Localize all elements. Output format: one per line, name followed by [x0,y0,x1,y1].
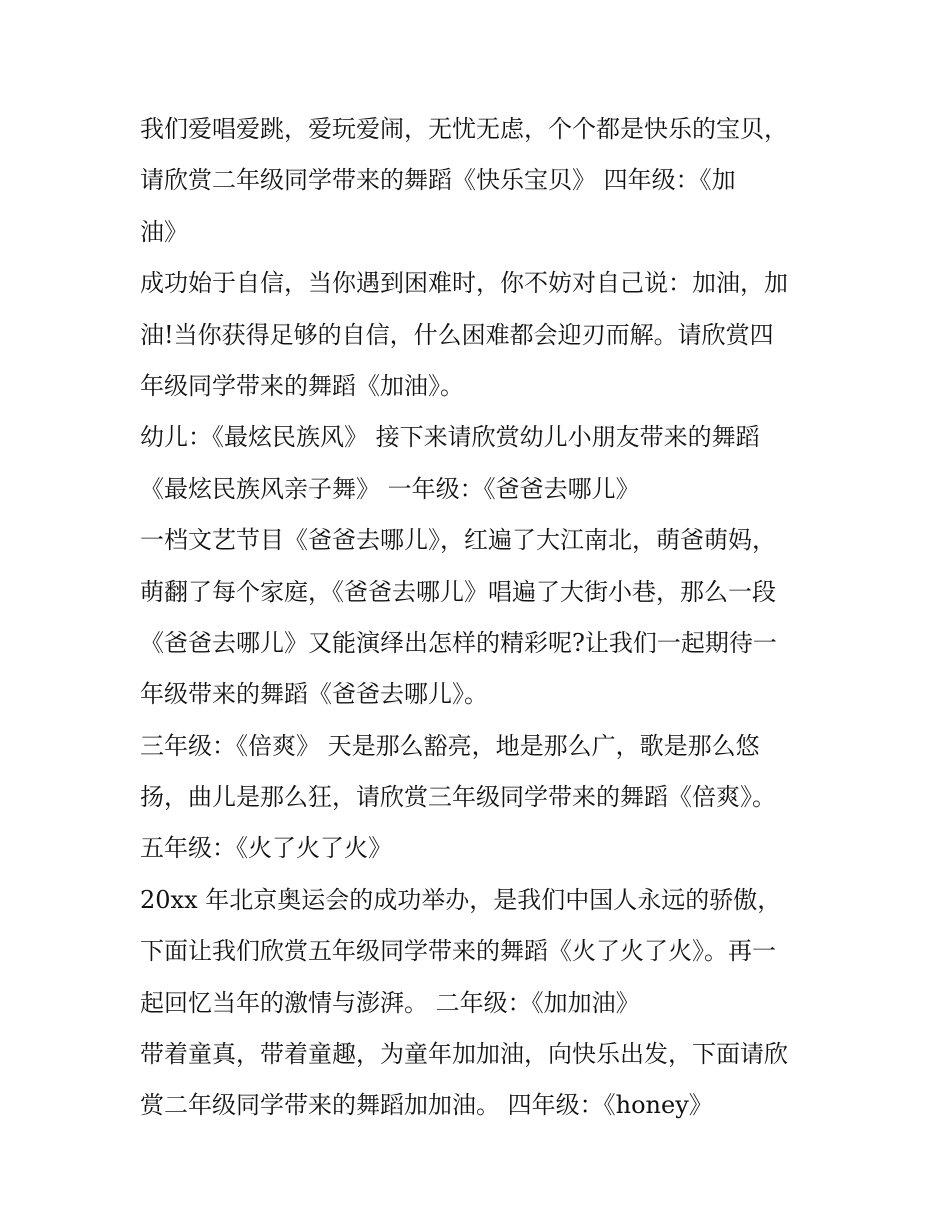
text-line: 油!当你获得足够的自信，什么困难都会迎刃而解。请欣赏四 [140,320,774,349]
text-line: 年级带来的舞蹈《爸爸去哪儿》。 [140,680,488,709]
text-line: 扬，曲儿是那么狂，请欣赏三年级同学带来的舞蹈《倍爽》。 [140,783,776,812]
text-line: 一档文艺节目《爸爸去哪儿》，红遍了大江南北，萌爸萌妈， [140,526,776,555]
text-line: 油》 [140,217,188,246]
text-line: 起回忆当年的激情与澎湃。 二年级：《加加油》 [140,988,640,1017]
text-line: 萌翻了每个家庭，《爸爸去哪儿》唱遍了大街小巷，那么一段 [140,577,776,606]
text-line: 《爸爸去哪儿》又能演绎出怎样的精彩呢?让我们一起期待一 [140,628,777,657]
text-line: 《最炫民族风亲子舞》 一年级：《爸爸去哪儿》 [140,474,640,503]
text-line: 我们爱唱爱跳，爱玩爱闹，无忧无虑，个个都是快乐的宝贝， [140,115,788,143]
text-line: 下面让我们欣赏五年级同学带来的舞蹈《火了火了火》。再一 [140,937,776,966]
text-line: 20xx 年北京奥运会的成功举办，是我们中国人永远的骄傲， [140,885,782,914]
text-line: 赏二年级同学带来的舞蹈加加油。 四年级：《honey》 [140,1091,713,1120]
text-line: 三年级：《倍爽》 天是那么豁亮，地是那么广，歌是那么悠 [140,731,760,760]
text-line: 请欣赏二年级同学带来的舞蹈《快乐宝贝》 四年级：《加 [140,166,736,195]
document-body [140,104,820,1132]
text-line: 带着童真，带着童趣，为童年加加油，向快乐出发，下面请欣 [140,1040,788,1069]
text-line: 幼儿：《最炫民族风》 接下来请欣赏幼儿小朋友带来的舞蹈 [140,423,760,452]
text-line: 成功始于自信，当你遇到困难时，你不妨对自己说：加油，加 [140,269,788,298]
text-line: 五年级：《火了火了火》 [140,834,392,863]
text-line: 年级同学带来的舞蹈《加油》。 [140,371,464,400]
